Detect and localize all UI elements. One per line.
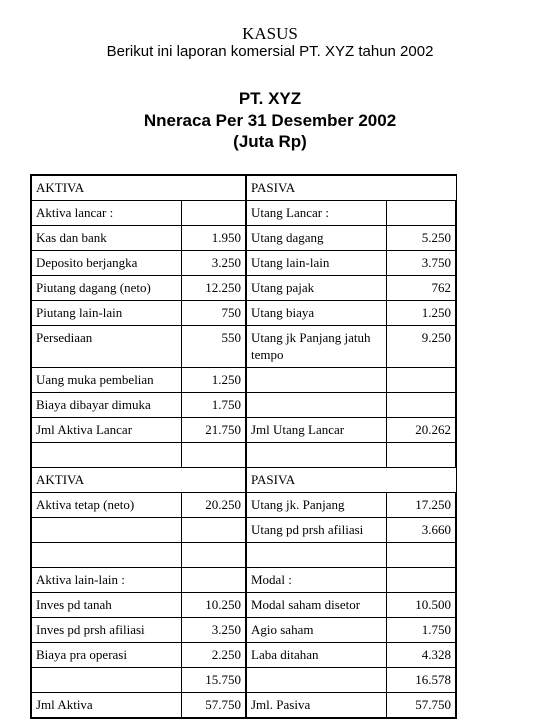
liability-label-cell: Utang jk. Panjang	[246, 493, 386, 518]
liability-value-cell: 10.500	[386, 593, 456, 618]
asset-value-cell: 57.750	[181, 693, 246, 719]
statement-title: Nneraca Per 31 Desember 2002	[143, 111, 397, 130]
asset-value-cell: 12.250	[181, 276, 246, 301]
asset-label-cell: Uang muka pembelian	[31, 368, 181, 393]
asset-label-cell: Jml Aktiva	[31, 693, 181, 719]
liability-label-cell: Jml. Pasiva	[246, 693, 386, 719]
asset-label-cell: Piutang dagang (neto)	[31, 276, 181, 301]
asset-label-cell: Jml Aktiva Lancar	[31, 418, 181, 443]
table-row	[31, 301, 456, 326]
liability-label-cell: Utang dagang	[246, 226, 386, 251]
asset-value-cell	[181, 518, 246, 543]
table-row	[31, 368, 456, 393]
asset-label-cell: Aktiva lancar :	[31, 201, 181, 226]
asset-label-cell: Aktiva tetap (neto)	[31, 493, 181, 518]
liability-value-cell: 762	[386, 276, 456, 301]
asset-value-cell: 1.250	[181, 368, 246, 393]
liability-label-cell: Utang biaya	[246, 301, 386, 326]
liability-value-cell: 4.328	[386, 643, 456, 668]
asset-value-cell: 3.250	[181, 618, 246, 643]
table-row	[31, 618, 456, 643]
liability-value-cell: 20.262	[386, 418, 456, 443]
asset-value-cell: 2.250	[181, 643, 246, 668]
liability-label-cell: Modal saham disetor	[246, 593, 386, 618]
asset-value-cell: 20.250	[181, 493, 246, 518]
table-row	[31, 493, 456, 518]
asset-value-cell: 550	[181, 326, 246, 368]
liability-label-cell: Modal :	[246, 568, 386, 593]
liability-label-cell: Jml Utang Lancar	[246, 418, 386, 443]
asset-label-cell: Persediaan	[31, 326, 181, 368]
table-row	[31, 393, 456, 418]
liability-value-cell: 5.250	[386, 226, 456, 251]
asset-value-cell: 1.750	[181, 393, 246, 418]
liability-label-cell: Utang Lancar :	[246, 201, 386, 226]
asset-label-cell	[31, 443, 181, 468]
table-row	[31, 276, 456, 301]
asset-label-cell: Inves pd prsh afiliasi	[31, 618, 181, 643]
table-row	[31, 668, 456, 693]
case-description: Berikut ini laporan komersial PT. XYZ tahun 2002	[106, 43, 434, 60]
liability-label-cell: Laba ditahan	[246, 643, 386, 668]
currency-unit: (Juta Rp)	[233, 132, 307, 151]
asset-label-cell: Biaya pra operasi	[31, 643, 181, 668]
asset-label-cell: Biaya dibayar dimuka	[31, 393, 181, 418]
liability-value-cell	[386, 443, 456, 468]
table-row	[31, 251, 456, 276]
liability-value-cell: 16.578	[386, 668, 456, 693]
asset-label-cell	[31, 668, 181, 693]
asset-label-cell: AKTIVA	[31, 175, 246, 201]
table-row	[31, 543, 456, 568]
liability-value-cell: 3.750	[386, 251, 456, 276]
asset-value-cell: 10.250	[181, 593, 246, 618]
table-row	[31, 175, 456, 201]
table-row	[31, 201, 456, 226]
asset-label-cell: Kas dan bank	[31, 226, 181, 251]
asset-label-cell	[31, 543, 181, 568]
asset-label-cell: Deposito berjangka	[31, 251, 181, 276]
liability-value-cell: 3.660	[386, 518, 456, 543]
liability-label-cell	[246, 668, 386, 693]
table-row	[31, 418, 456, 443]
table-row	[31, 593, 456, 618]
company-name: PT. XYZ	[238, 89, 302, 108]
liability-value-cell	[386, 393, 456, 418]
table-row	[31, 518, 456, 543]
liability-value-cell: 17.250	[386, 493, 456, 518]
liability-label-cell	[246, 393, 386, 418]
asset-value-cell: 3.250	[181, 251, 246, 276]
liability-value-cell	[386, 368, 456, 393]
table-row	[31, 643, 456, 668]
table-row	[31, 226, 456, 251]
liability-label-cell: Agio saham	[246, 618, 386, 643]
liability-value-cell: 9.250	[386, 326, 456, 368]
liability-label-cell: PASIVA	[246, 175, 456, 201]
liability-label-cell	[246, 443, 386, 468]
liability-label-cell: Utang pd prsh afiliasi	[246, 518, 386, 543]
liability-label-cell: Utang lain-lain	[246, 251, 386, 276]
liability-label-cell: Utang pajak	[246, 276, 386, 301]
liability-label-cell: PASIVA	[246, 468, 456, 493]
table-row	[31, 568, 456, 593]
asset-value-cell	[181, 543, 246, 568]
liability-value-cell	[386, 201, 456, 226]
liability-label-cell	[246, 368, 386, 393]
asset-value-cell: 21.750	[181, 418, 246, 443]
liability-label-cell	[246, 543, 386, 568]
liability-value-cell	[386, 568, 456, 593]
table-row	[31, 443, 456, 468]
table-row	[31, 468, 456, 493]
case-heading: KASUS	[242, 24, 298, 43]
asset-value-cell	[181, 201, 246, 226]
asset-value-cell	[181, 443, 246, 468]
asset-label-cell: AKTIVA	[31, 468, 246, 493]
asset-value-cell: 1.950	[181, 226, 246, 251]
asset-label-cell: Aktiva lain-lain :	[31, 568, 181, 593]
liability-value-cell: 1.250	[386, 301, 456, 326]
asset-value-cell: 750	[181, 301, 246, 326]
asset-label-cell: Inves pd tanah	[31, 593, 181, 618]
balance-sheet-table	[30, 174, 457, 719]
asset-label-cell	[31, 518, 181, 543]
table-row	[31, 326, 456, 368]
balance-sheet-body	[31, 175, 456, 718]
liability-label-cell: Utang jk Panjang jatuh tempo	[246, 326, 386, 368]
asset-value-cell: 15.750	[181, 668, 246, 693]
asset-value-cell	[181, 568, 246, 593]
liability-value-cell: 1.750	[386, 618, 456, 643]
asset-label-cell: Piutang lain-lain	[31, 301, 181, 326]
liability-value-cell: 57.750	[386, 693, 456, 719]
liability-value-cell	[386, 543, 456, 568]
table-row	[31, 693, 456, 719]
